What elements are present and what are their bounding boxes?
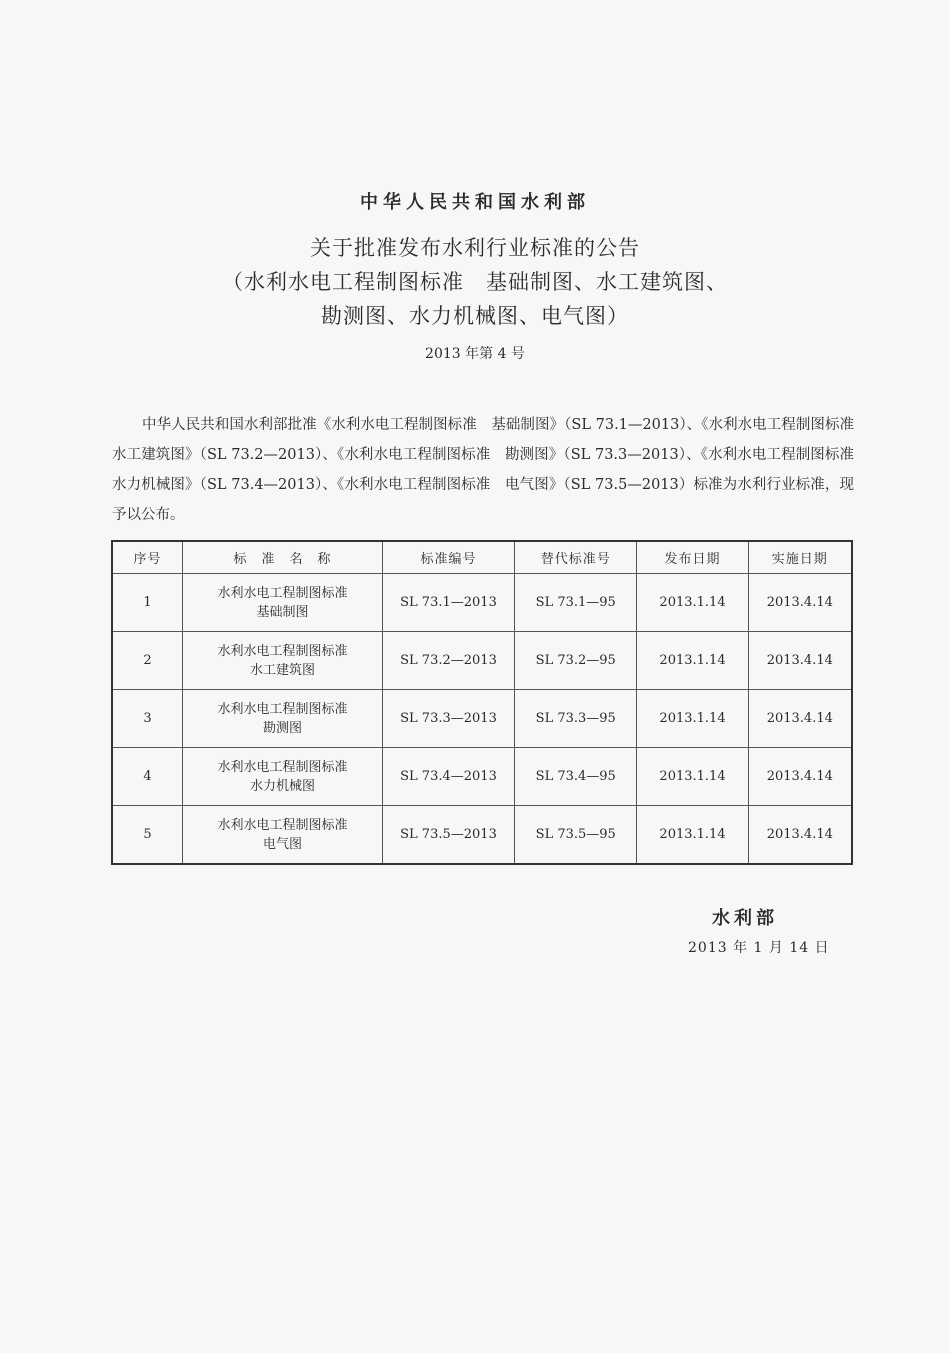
body-paragraph: 中华人民共和国水利部批准《水利水电工程制图标准 基础制图》（SL 73.1—2013）、《水利水电工程制图标准 水工建筑图》（SL 73.2—2013）、《水利水电工程制图标准 勘测图》（SL 73.3—2013）、《水利水电工程制图标准 水力机械图》（SL 73.4—2013）、《水利水电工程制图标准 电气图》（SL 73.5—2013）标准为水利行业标准，现予以公布。 (112, 417, 869, 523)
signing-organization: 水利部 (712, 908, 778, 929)
cell-standard-name (183, 748, 383, 806)
name-part: 电气图 (262, 836, 302, 852)
header-standard-code: 标准编号 (382, 541, 514, 574)
table-header-row (112, 541, 852, 574)
table-row (112, 632, 852, 690)
cell-publish-date: 2013.1.14 (637, 574, 748, 632)
name-main: 水利水电工程制图标准 (217, 585, 348, 601)
cell-standard-name (183, 632, 383, 690)
cell-publish-date: 2013.1.14 (637, 690, 748, 748)
signing-date: 2013 年 1 月 14 日 (688, 940, 830, 956)
announcement-body (112, 410, 869, 530)
issuing-ministry: 中华人民共和国水利部 (360, 192, 590, 213)
cell-standard-code: SL 73.5—2013 (382, 806, 514, 865)
cell-serial: 3 (112, 690, 183, 748)
name-part: 基础制图 (256, 604, 309, 620)
name-main: 水利水电工程制图标准 (217, 817, 348, 833)
cell-standard-name (183, 690, 383, 748)
cell-standard-code: SL 73.4—2013 (382, 748, 514, 806)
cell-replaced-code: SL 73.1—95 (515, 574, 637, 632)
table-row (112, 690, 852, 748)
table-row (112, 574, 852, 632)
table-row (112, 806, 852, 865)
name-main: 水利水电工程制图标准 (217, 759, 348, 775)
cell-standard-code: SL 73.2—2013 (382, 632, 514, 690)
cell-replaced-code: SL 73.5—95 (515, 806, 637, 865)
cell-effective-date: 2013.4.14 (748, 690, 852, 748)
cell-effective-date: 2013.4.14 (748, 632, 852, 690)
cell-publish-date: 2013.1.14 (637, 632, 748, 690)
header-effective-date: 实施日期 (748, 541, 852, 574)
cell-standard-name (183, 574, 383, 632)
announcement-subtitle-line1: （水利水电工程制图标准 基础制图、水工建筑图、 (222, 270, 728, 294)
announcement-subtitle-line2: 勘测图、水力机械图、电气图） (321, 304, 629, 328)
cell-serial: 1 (112, 574, 183, 632)
name-part: 水力机械图 (249, 778, 315, 794)
header-publish-date: 发布日期 (637, 541, 748, 574)
name-main: 水利水电工程制图标准 (217, 643, 348, 659)
cell-publish-date: 2013.1.14 (637, 806, 748, 865)
cell-standard-code: SL 73.1—2013 (382, 574, 514, 632)
cell-replaced-code: SL 73.4—95 (515, 748, 637, 806)
cell-serial: 5 (112, 806, 183, 865)
cell-effective-date: 2013.4.14 (748, 806, 852, 865)
header-serial: 序号 (112, 541, 183, 574)
cell-publish-date: 2013.1.14 (637, 748, 748, 806)
name-part: 水工建筑图 (249, 662, 315, 678)
table-row (112, 748, 852, 806)
standards-table (111, 540, 853, 865)
cell-serial: 2 (112, 632, 183, 690)
cell-standard-name (183, 806, 383, 865)
cell-replaced-code: SL 73.2—95 (515, 632, 637, 690)
document-number: 2013 年第 4 号 (425, 346, 525, 362)
name-part: 勘测图 (262, 720, 302, 736)
cell-standard-code: SL 73.3—2013 (382, 690, 514, 748)
cell-effective-date: 2013.4.14 (748, 748, 852, 806)
announcement-title: 关于批准发布水利行业标准的公告 (310, 236, 640, 260)
name-main: 水利水电工程制图标准 (217, 701, 348, 717)
header-replaced-code: 替代标准号 (515, 541, 637, 574)
cell-serial: 4 (112, 748, 183, 806)
header-standard-name: 标 准 名 称 (183, 541, 383, 574)
cell-effective-date: 2013.4.14 (748, 574, 852, 632)
cell-replaced-code: SL 73.3—95 (515, 690, 637, 748)
